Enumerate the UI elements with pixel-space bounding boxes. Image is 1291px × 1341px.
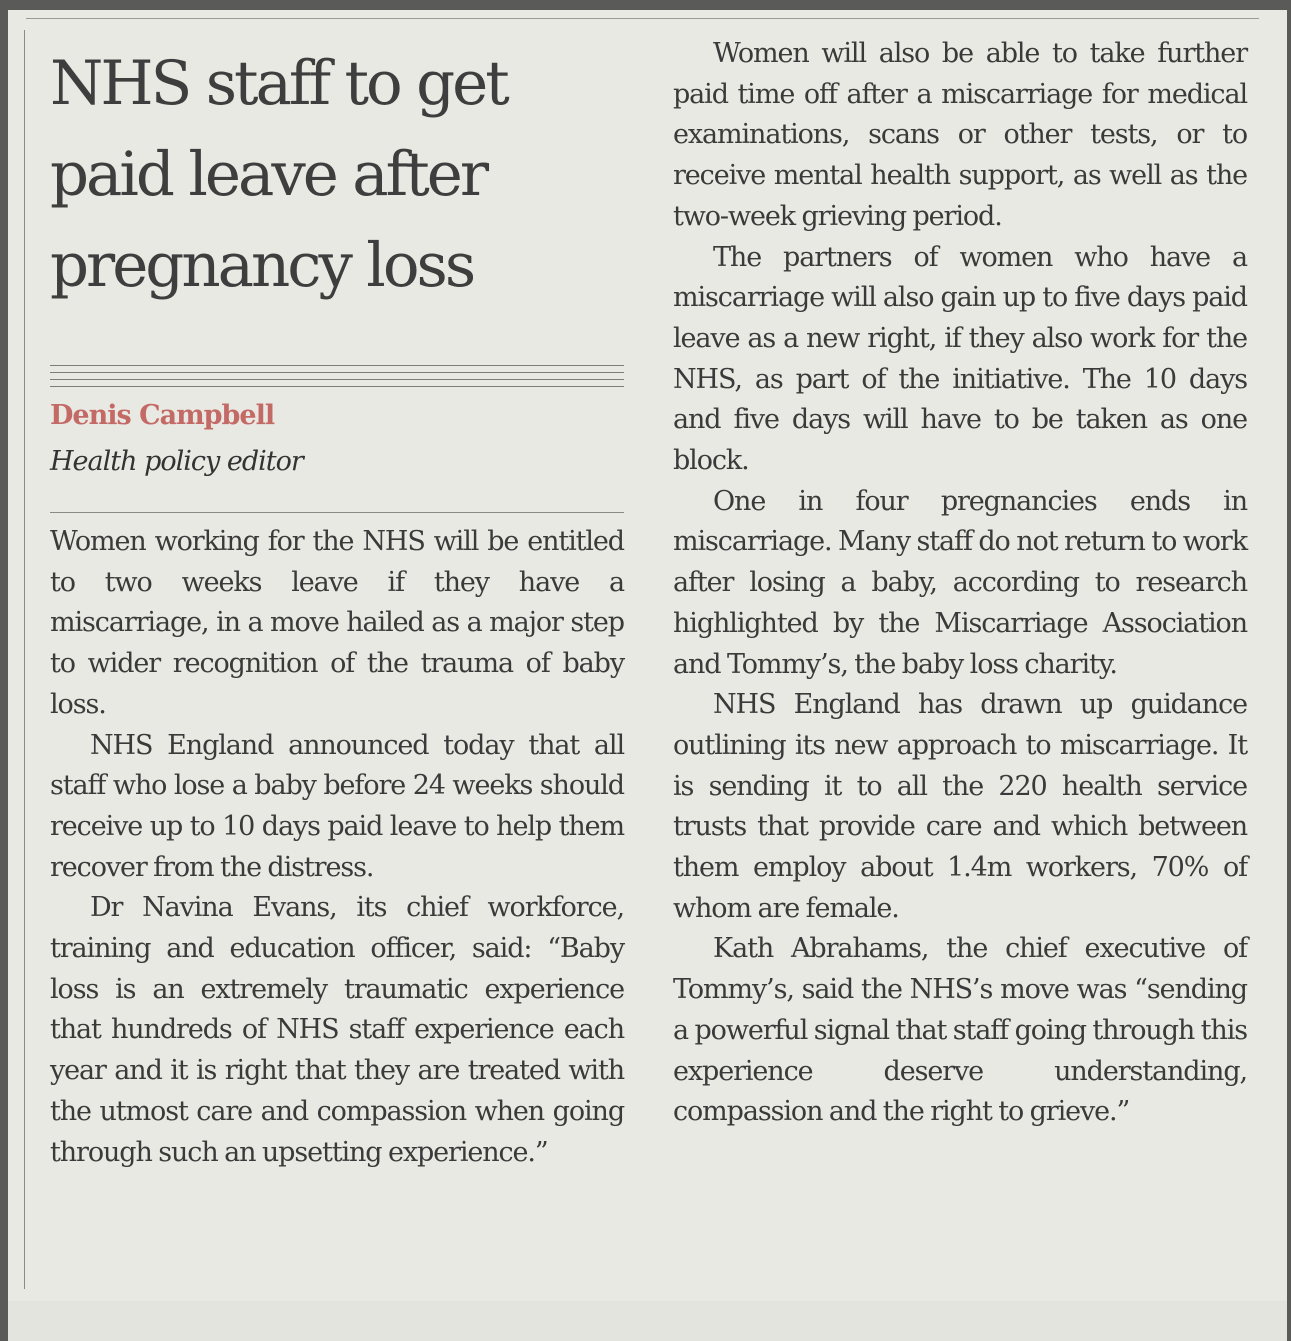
article-column-right <box>673 34 1247 1133</box>
byline-divider <box>50 512 624 513</box>
page-bottom-edge <box>8 1301 1287 1341</box>
newspaper-clipping <box>8 10 1287 1341</box>
body-paragraph: Women working for the NHS will be entitled to two weeks leave if they have a miscarriage, in a move hailed as a major step to wider recognition of the trauma of baby loss. <box>50 526 624 720</box>
body-paragraph: One in four pregnancies ends in miscarriage. Many staff do not return to work after losing a baby, according to research highlighted by the Miscarriage Association and Tommy’s, the baby loss charity. <box>673 485 1247 680</box>
body-paragraph: The partners of women who have a miscarriage will also gain up to five days paid leave as a new right, if they also work for the NHS, as part of the initiative. The 10 days and five days will have to be taken as one block. <box>673 241 1247 477</box>
article-column-left <box>50 522 624 1173</box>
byline-role: Health policy editor <box>50 446 303 477</box>
body-paragraph: Dr Navina Evans, its chief workforce, training and education officer, said: “Baby loss is an extremely traumatic experience that hundreds of NHS staff experience each year and it is right that they are treated with the utmost care and compassion when going through such an upsetting experience.” <box>50 892 624 1168</box>
headline: NHS staff to get paid leave after pregnancy loss <box>50 48 507 301</box>
byline-rules <box>50 365 624 389</box>
body-paragraph: NHS England announced today that all staff who lose a baby before 24 weeks should receive up to 10 days paid leave to help them recover from the distress. <box>50 729 624 883</box>
body-paragraph: NHS England has drawn up guidance outlining its new approach to miscarriage. It is sending it to all the 220 health service trusts that provide care and which between them employ about 1.4m workers, 70% of whom are female. <box>673 689 1247 924</box>
column-rule-left <box>24 30 25 1289</box>
byline-author: Denis Campbell <box>50 400 275 431</box>
body-paragraph: Women will also be able to take further paid time off after a miscarriage for medical examinations, scans or other tests, or to receive mental health support, as well as the two-week grieving period. <box>673 38 1247 232</box>
top-rule <box>26 18 1259 19</box>
body-paragraph: Kath Abrahams, the chief executive of Tommy’s, said the NHS’s move was “sending a powerful signal that staff going through this experience deserve understanding, compassion and the right to grieve.” <box>673 933 1247 1128</box>
